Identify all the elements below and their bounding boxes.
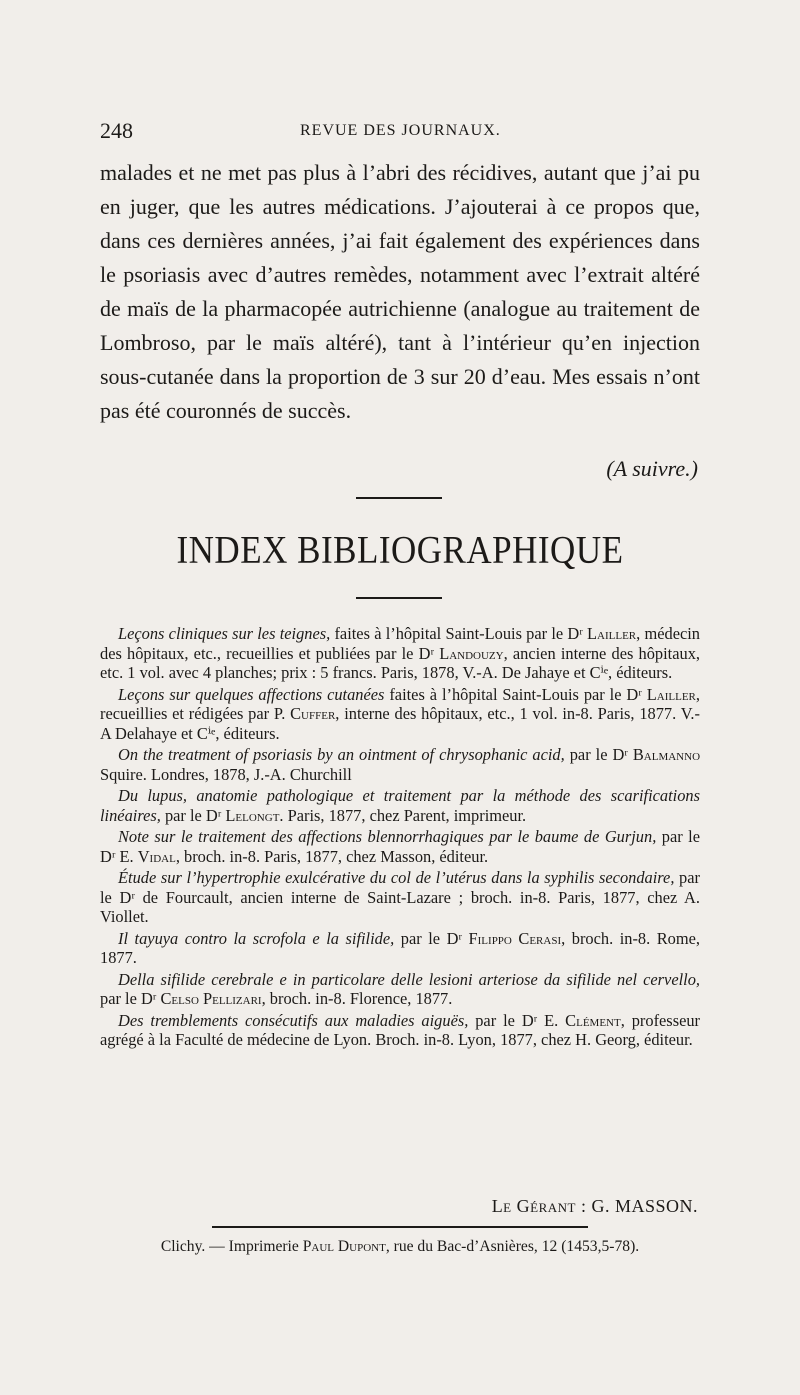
running-head: REVUE DES JOURNAUX. <box>300 122 501 139</box>
entry-title: Étude sur l’hypertrophie exulcérative du col de l’utérus dans la syphilis secondaire, <box>118 868 675 887</box>
author-name: Lailler <box>587 624 637 643</box>
bibliography-entry: Note sur le traitement des affections blennorrhagiques par le baume de Gurjun, par le Dʳ E. Vidal, broch. in-8. Paris, 1877, chez Masson, éditeur. <box>100 827 700 866</box>
bibliography-entry: Della sifilide cerebrale e in particolare delle lesioni arteriose da sifilide nel cervello, par le Dʳ Celso Pellizari, broch. in-8. Florence, 1877. <box>100 969 700 1008</box>
author-name: Filippo Cerasi <box>468 928 562 948</box>
bibliography-list <box>100 624 700 1052</box>
body-paragraph: malades et ne met pas plus à l’abri des récidives, autant que j’ai pu en juger, que les autres médications. J’ajouterai à ce propos que, dans ces dernières années, j’ai fait également des expériences dans le psoriasis avec d’autres remèdes, notamment avec l’extrait altéré de maïs de la pharmacopée autrichienne (analogue au traitement de Lombroso, par le maïs altéré), tant à l’intérieur qu’en injection sous-cutanée dans la proportion de 3 sur 20 d’eau. Mes essais n’ont pas été couronnés de succès. <box>100 160 700 423</box>
page-number: 248 <box>100 118 133 143</box>
footer-rule <box>212 1226 588 1228</box>
author-name: Balmanno <box>632 745 701 764</box>
entry-title: On the treatment of psoriasis by an ointment of chrysophanic acid, <box>118 745 565 764</box>
bibliography-entry: On the treatment of psoriasis by an ointment of chrysophanic acid, par le Dʳ Balmanno Squire. Londres, 1878, J.-A. Churchill <box>100 745 701 784</box>
printer-imprint: Clichy. — Imprimerie Paul Dupont, rue du Bac-d’Asnières, 12 (1453,5-78). <box>160 1238 640 1255</box>
bibliography-entry: Leçons cliniques sur les teignes, faites à l’hôpital Saint-Louis par le Dʳ Lailler, médecin des hôpitaux, etc., recueillies et publiées par le Dʳ Landouzy, ancien interne des hôpitaux, etc. 1 vol. avec 4 planches; prix : 5 francs. Paris, 1878, V.-A. De Jahaye et Cⁱᵉ, éditeurs. <box>100 624 701 682</box>
manager-label: Le Gérant <box>491 1196 576 1216</box>
entry-title: Della sifilide cerebrale e in particolare delle lesioni arteriose da sifilide nel cervello, <box>118 969 700 989</box>
entry-title: Leçons sur quelques affections cutanées <box>118 684 385 704</box>
bibliography-entry: Du lupus, anatomie pathologique et traitement par la méthode des scarifications linéaires, par le Dʳ Lelongt. Paris, 1877, chez Parent, imprimeur. <box>100 786 700 825</box>
bibliography-entry: Des tremblements consécutifs aux maladies aiguës, par le Dʳ E. Clément, professeur agrégé à la Faculté de médecine de Lyon. Broch. in-8. Lyon, 1877, chez H. Georg, éditeur. <box>100 1010 700 1049</box>
index-title: INDEX BIBLIOGRAPHIQUE <box>176 527 624 572</box>
manager-name: G. MASSON. <box>591 1196 698 1216</box>
author-name: Cuffer <box>290 704 336 723</box>
entry-title: Il tayuya contro la scrofola e la sifilide, <box>118 928 395 948</box>
author-name: Lelongt <box>225 805 280 825</box>
section-rule-top <box>356 497 442 499</box>
section-rule-middle <box>356 597 442 599</box>
entry-title: Leçons cliniques sur les teignes, <box>118 624 331 643</box>
author-name: Lailler <box>646 684 696 704</box>
to-follow-note: (A suivre.) <box>606 456 698 481</box>
printer-name: Paul Dupont <box>302 1238 386 1255</box>
entry-title: Note sur le traitement des affections blennorrhagiques par le baume de Gurjun, <box>118 827 657 846</box>
author-name: Celso Pellizari <box>160 989 262 1008</box>
entry-title: Du lupus, anatomie pathologique et traitement par la méthode des scarifications linéaires, <box>100 786 700 825</box>
entry-title: Des tremblements consécutifs aux maladies aiguës, <box>118 1010 469 1030</box>
bibliography-entry: Il tayuya contro la scrofola e la sifilide, par le Dʳ Filippo Cerasi, broch. in-8. Rome, 1877. <box>100 928 700 967</box>
manager-signature: Le Gérant : G. MASSON. <box>491 1196 698 1216</box>
author-name: Clément <box>565 1010 621 1030</box>
author-name: Vidal <box>137 846 176 866</box>
bibliography-entry: Leçons sur quelques affections cutanées faites à l’hôpital Saint-Louis par le Dʳ Lailler, recueillies et rédigées par P. Cuffer, interne des hôpitaux, etc., 1 vol. in-8. Paris, 1877. V.-A Delahaye et Cⁱᵉ, éditeurs. <box>100 684 700 743</box>
author-name: Landouzy <box>439 643 504 663</box>
bibliography-entry: Étude sur l’hypertrophie exulcérative du col de l’utérus dans la syphilis secondaire, par le Dʳ de Fourcault, ancien interne de Saint-Lazare ; broch. in-8. Paris, 1877, chez A. Viollet. <box>100 868 700 926</box>
page-header <box>100 118 700 148</box>
